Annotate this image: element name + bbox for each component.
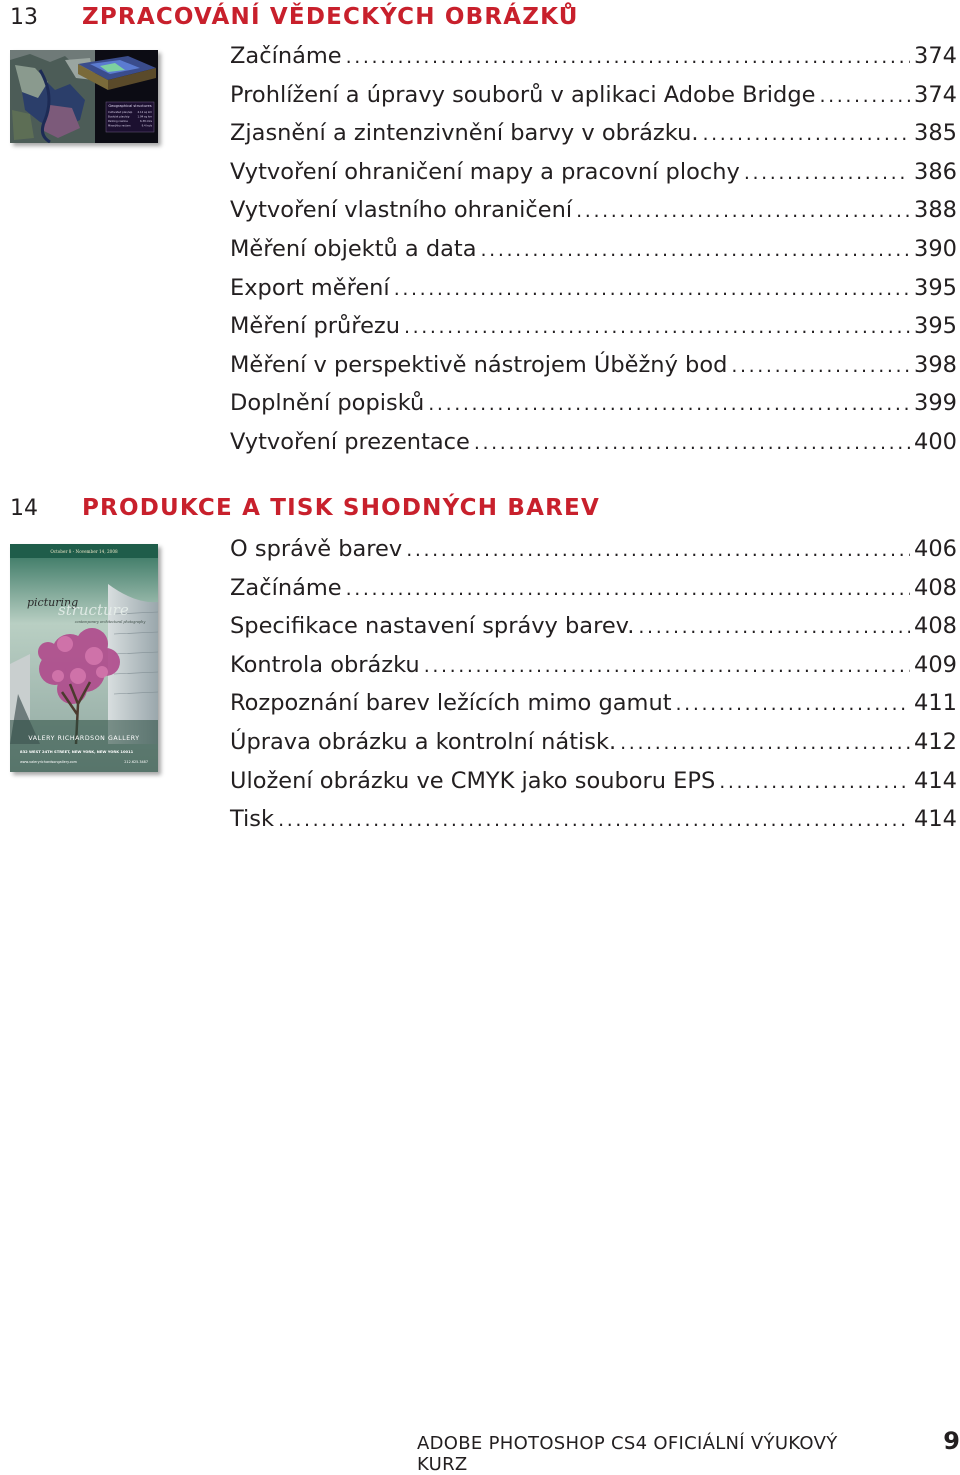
- toc-entry-title: Export měření: [230, 274, 390, 301]
- toc-entry[interactable]: [230, 159, 957, 198]
- toc-entry-page: 409: [914, 651, 957, 678]
- toc-entry-page: 395: [914, 313, 957, 340]
- poster-subtitle: contemporary architectural photography: [74, 620, 146, 624]
- toc-entry-page: 399: [914, 390, 957, 417]
- toc-entry-page: 408: [914, 574, 957, 601]
- toc-entry[interactable]: [230, 429, 957, 468]
- toc-entry[interactable]: [230, 768, 957, 807]
- toc-entry-page: 388: [914, 197, 957, 224]
- toc-entry-page: 390: [914, 235, 957, 262]
- toc-entry[interactable]: [230, 197, 957, 236]
- toc-entry-title: Začínáme: [230, 574, 342, 601]
- toc-entry-page: 414: [914, 767, 957, 794]
- toc-entry-title: Specifikace nastavení správy barev.: [230, 613, 635, 640]
- poster-phone: 212.625.3487: [124, 760, 148, 764]
- toc-entry[interactable]: [230, 690, 957, 729]
- chapter-13-toc: [230, 43, 957, 468]
- map-thumbnail-image: [10, 50, 158, 143]
- toc-entry[interactable]: [230, 575, 957, 614]
- toc-entry-page: 412: [914, 728, 957, 755]
- toc-entry[interactable]: [230, 613, 957, 652]
- toc-entry-page: 406: [914, 536, 957, 562]
- chapter-number: 14: [10, 495, 38, 521]
- toc-entry-page: 408: [914, 613, 957, 640]
- chapter-number: 13: [10, 4, 38, 30]
- thumb-panel-label: Bush/ak plan/sip: [108, 115, 130, 119]
- toc-entry-title: Úprava obrázku a kontrolní nátisk.: [230, 728, 617, 755]
- toc-entry[interactable]: [230, 236, 957, 275]
- chapter-14-thumbnail: [10, 544, 158, 772]
- toc-entry[interactable]: [230, 120, 957, 159]
- poster-word-picturing: picturing: [27, 596, 79, 609]
- toc-entry-page: 398: [914, 351, 957, 378]
- toc-entry[interactable]: [230, 82, 957, 121]
- toc-entry-page: 374: [914, 43, 957, 69]
- toc-entry-page: 411: [914, 690, 957, 717]
- thumb-panel-value: 9.4 ha/s: [141, 124, 152, 128]
- toc-entry[interactable]: [230, 275, 957, 314]
- toc-entry-title: Uložení obrázku ve CMYK jako souboru EPS: [230, 767, 716, 794]
- page-footer: [417, 1427, 960, 1475]
- toc-entry-title: Zjasnění a zintenzivnění barvy v obrázku.: [230, 120, 699, 147]
- toc-entry[interactable]: [230, 729, 957, 768]
- toc-entry-title: Vytvoření vlastního ohraničení: [230, 197, 573, 224]
- thumb-panel-value: 6.38 mks: [140, 120, 152, 123]
- toc-entry-page: 386: [914, 158, 957, 185]
- thumb-panel-label: Mixed/dry reclam: [108, 124, 131, 128]
- toc-entry[interactable]: [230, 352, 957, 391]
- thumb-panel-label: Cultivated plan/sip: [108, 111, 133, 114]
- toc-entry-page: 395: [914, 274, 957, 301]
- toc-entry-title: Doplnění popisků: [230, 390, 425, 417]
- poster-word-structure: structure: [58, 601, 129, 619]
- chapter-14-toc: [230, 536, 957, 845]
- toc-entry[interactable]: [230, 536, 957, 575]
- thumb-panel-value: 4.12 sq km: [137, 111, 152, 114]
- toc-entry[interactable]: [230, 313, 957, 352]
- poster-website: www.valeryrichardsongallery.com: [20, 760, 77, 764]
- poster-date: October 8 - November 14, 2008: [50, 549, 118, 554]
- toc-entry-title: Měření průřezu: [230, 313, 400, 340]
- thumb-panel-title: Geographical structures: [108, 104, 152, 108]
- chapter-14-heading: [10, 491, 600, 525]
- footer-page-number: 9: [943, 1427, 960, 1455]
- poster-gallery-name: VALERY RICHARDSON GALLERY: [28, 735, 140, 742]
- toc-entry[interactable]: [230, 806, 957, 845]
- poster-thumbnail-image: [10, 544, 158, 772]
- toc-entry-page: 374: [914, 81, 957, 108]
- chapter-title: PRODUKCE A TISK SHODNÝCH BAREV: [82, 495, 600, 521]
- toc-entry-title: O správě barev: [230, 536, 403, 562]
- footer-book-title: ADOBE PHOTOSHOP CS4 OFICIÁLNÍ VÝUKOVÝ KURZ: [417, 1433, 838, 1475]
- thumb-panel-label: Parking rowline: [108, 120, 128, 123]
- toc-entry[interactable]: [230, 652, 957, 691]
- toc-entry[interactable]: [230, 43, 957, 82]
- toc-entry-title: Vytvoření prezentace: [230, 428, 470, 455]
- toc-entry[interactable]: [230, 390, 957, 429]
- chapter-title: ZPRACOVÁNÍ VĚDECKÝCH OBRÁZKŮ: [82, 4, 579, 30]
- chapter-13-heading: [10, 0, 579, 34]
- toc-entry-page: 385: [914, 120, 957, 147]
- toc-entry-title: Měření v perspektivě nástrojem Úběžný bod: [230, 351, 728, 378]
- toc-entry-title: Prohlížení a úpravy souborů v aplikaci Adobe Bridge: [230, 81, 816, 108]
- toc-entry-page: 414: [914, 806, 957, 833]
- toc-entry-title: Vytvoření ohraničení mapy a pracovní plochy: [230, 158, 740, 185]
- toc-entry-title: Kontrola obrázku: [230, 651, 420, 678]
- toc-entry-title: Začínáme: [230, 43, 342, 69]
- chapter-13-thumbnail: [10, 50, 158, 143]
- thumb-panel-value: 1.94 sq km: [137, 115, 152, 119]
- toc-entry-title: Měření objektů a data: [230, 235, 477, 262]
- toc-entry-title: Rozpoznání barev ležících mimo gamut: [230, 690, 672, 717]
- poster-address: 832 WEST 24TH STREET, NEW YORK, NEW YORK 10011: [20, 750, 134, 754]
- toc-entry-title: Tisk: [230, 806, 275, 833]
- toc-entry-page: 400: [914, 428, 957, 455]
